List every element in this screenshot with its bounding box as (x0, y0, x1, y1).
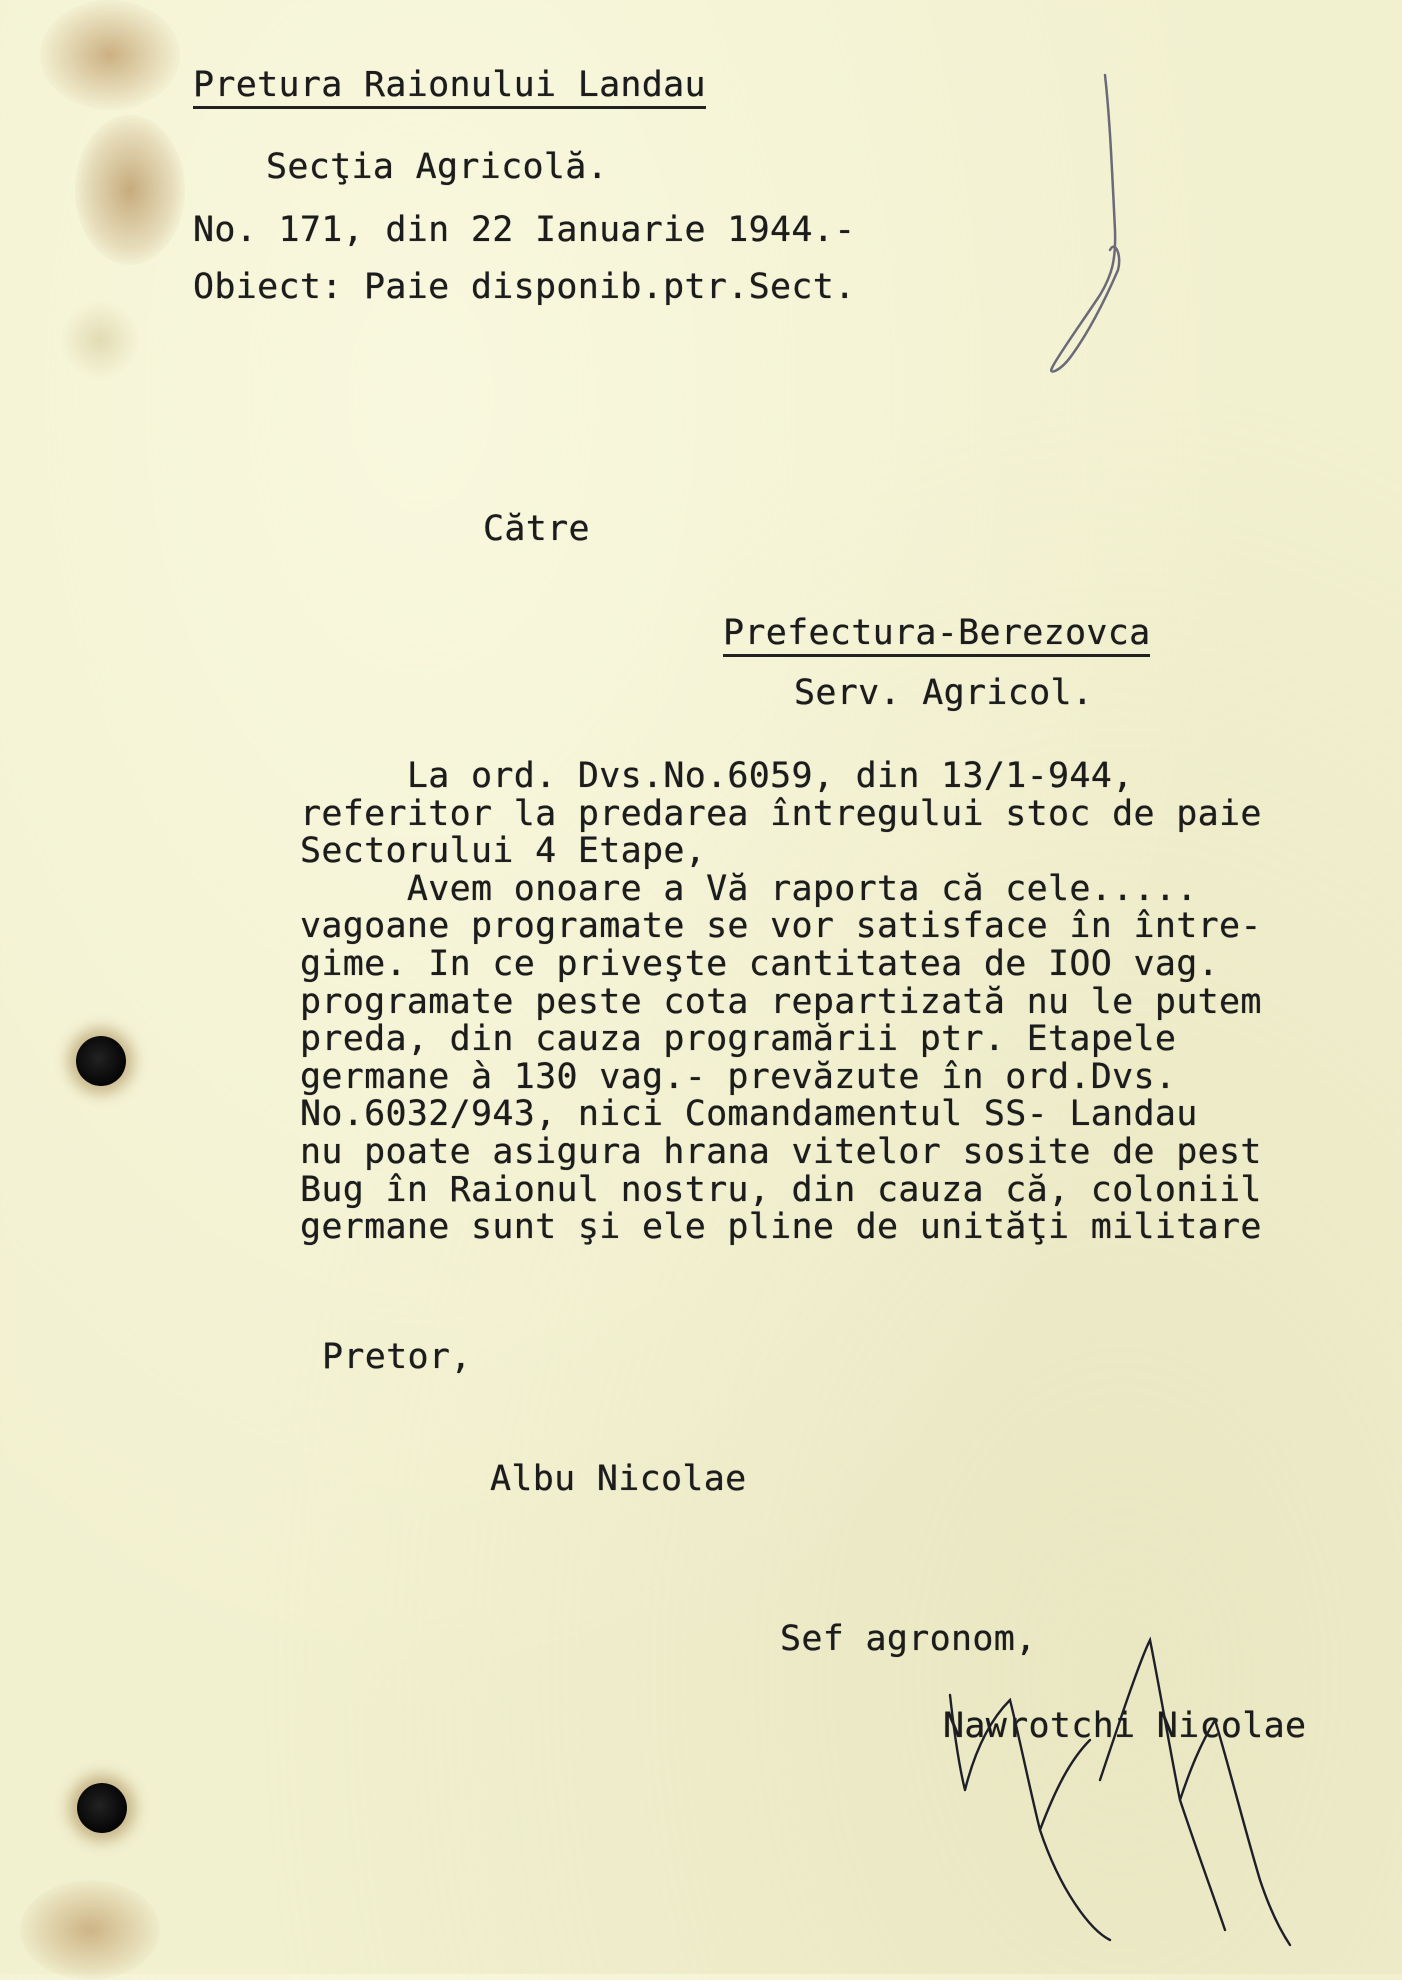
body-line: Avem onoare a Vă raporta că cele..... (300, 868, 1198, 909)
body-line: Sectorului 4 Etape, (300, 831, 707, 872)
body-line: No.6032/943, nici Comandamentul SS- Landau (300, 1094, 1198, 1135)
body-line: referitor la predarea întregului stoc de paie (300, 793, 1262, 834)
signature-scrawl (950, 1640, 1290, 1945)
body-line: nu poate asigura hrana vitelor sosite de pest (300, 1131, 1262, 1172)
to-label: Către (483, 509, 590, 549)
addressee-service: Serv. Agricol. (794, 673, 1094, 713)
body-line: Bug în Raionul nostru, din cauza că, coloniil (300, 1169, 1262, 1210)
body-line: gime. In ce priveşte cantitatea de IOO vag. (300, 943, 1219, 984)
body-line: programate peste cota repartizată nu le putem (300, 981, 1262, 1022)
agronom-name: Nawrotchi Nicolae (943, 1706, 1307, 1746)
agronom-title: Sef agronom, (780, 1619, 1037, 1659)
subject-line: Obiect: Paie disponib.ptr.Sect. (193, 267, 856, 307)
reference-number-line: No. 171, din 22 Ianuarie 1944.- (193, 210, 856, 250)
body-line: germane sunt şi ele pline de unităţi militare (300, 1207, 1262, 1248)
addressee-institution: Prefectura-Berezovca (723, 616, 1150, 657)
body-line: La ord. Dvs.No.6059, din 13/1-944, (300, 756, 1134, 796)
body-line: preda, din cauza programării ptr. Etapele (300, 1019, 1177, 1060)
handwritten-initial-mark (1051, 75, 1119, 372)
pretor-title: Pretor, (322, 1337, 472, 1377)
body-line: germane à 130 vag.- prevăzute în ord.Dvs. (300, 1056, 1177, 1097)
office-heading: Pretura Raionului Landau (193, 68, 706, 109)
section-line: Secţia Agricolă. (266, 147, 608, 187)
pretor-name: Albu Nicolae (490, 1459, 747, 1499)
body-line: vagoane programate se vor satisface în între- (300, 906, 1262, 947)
